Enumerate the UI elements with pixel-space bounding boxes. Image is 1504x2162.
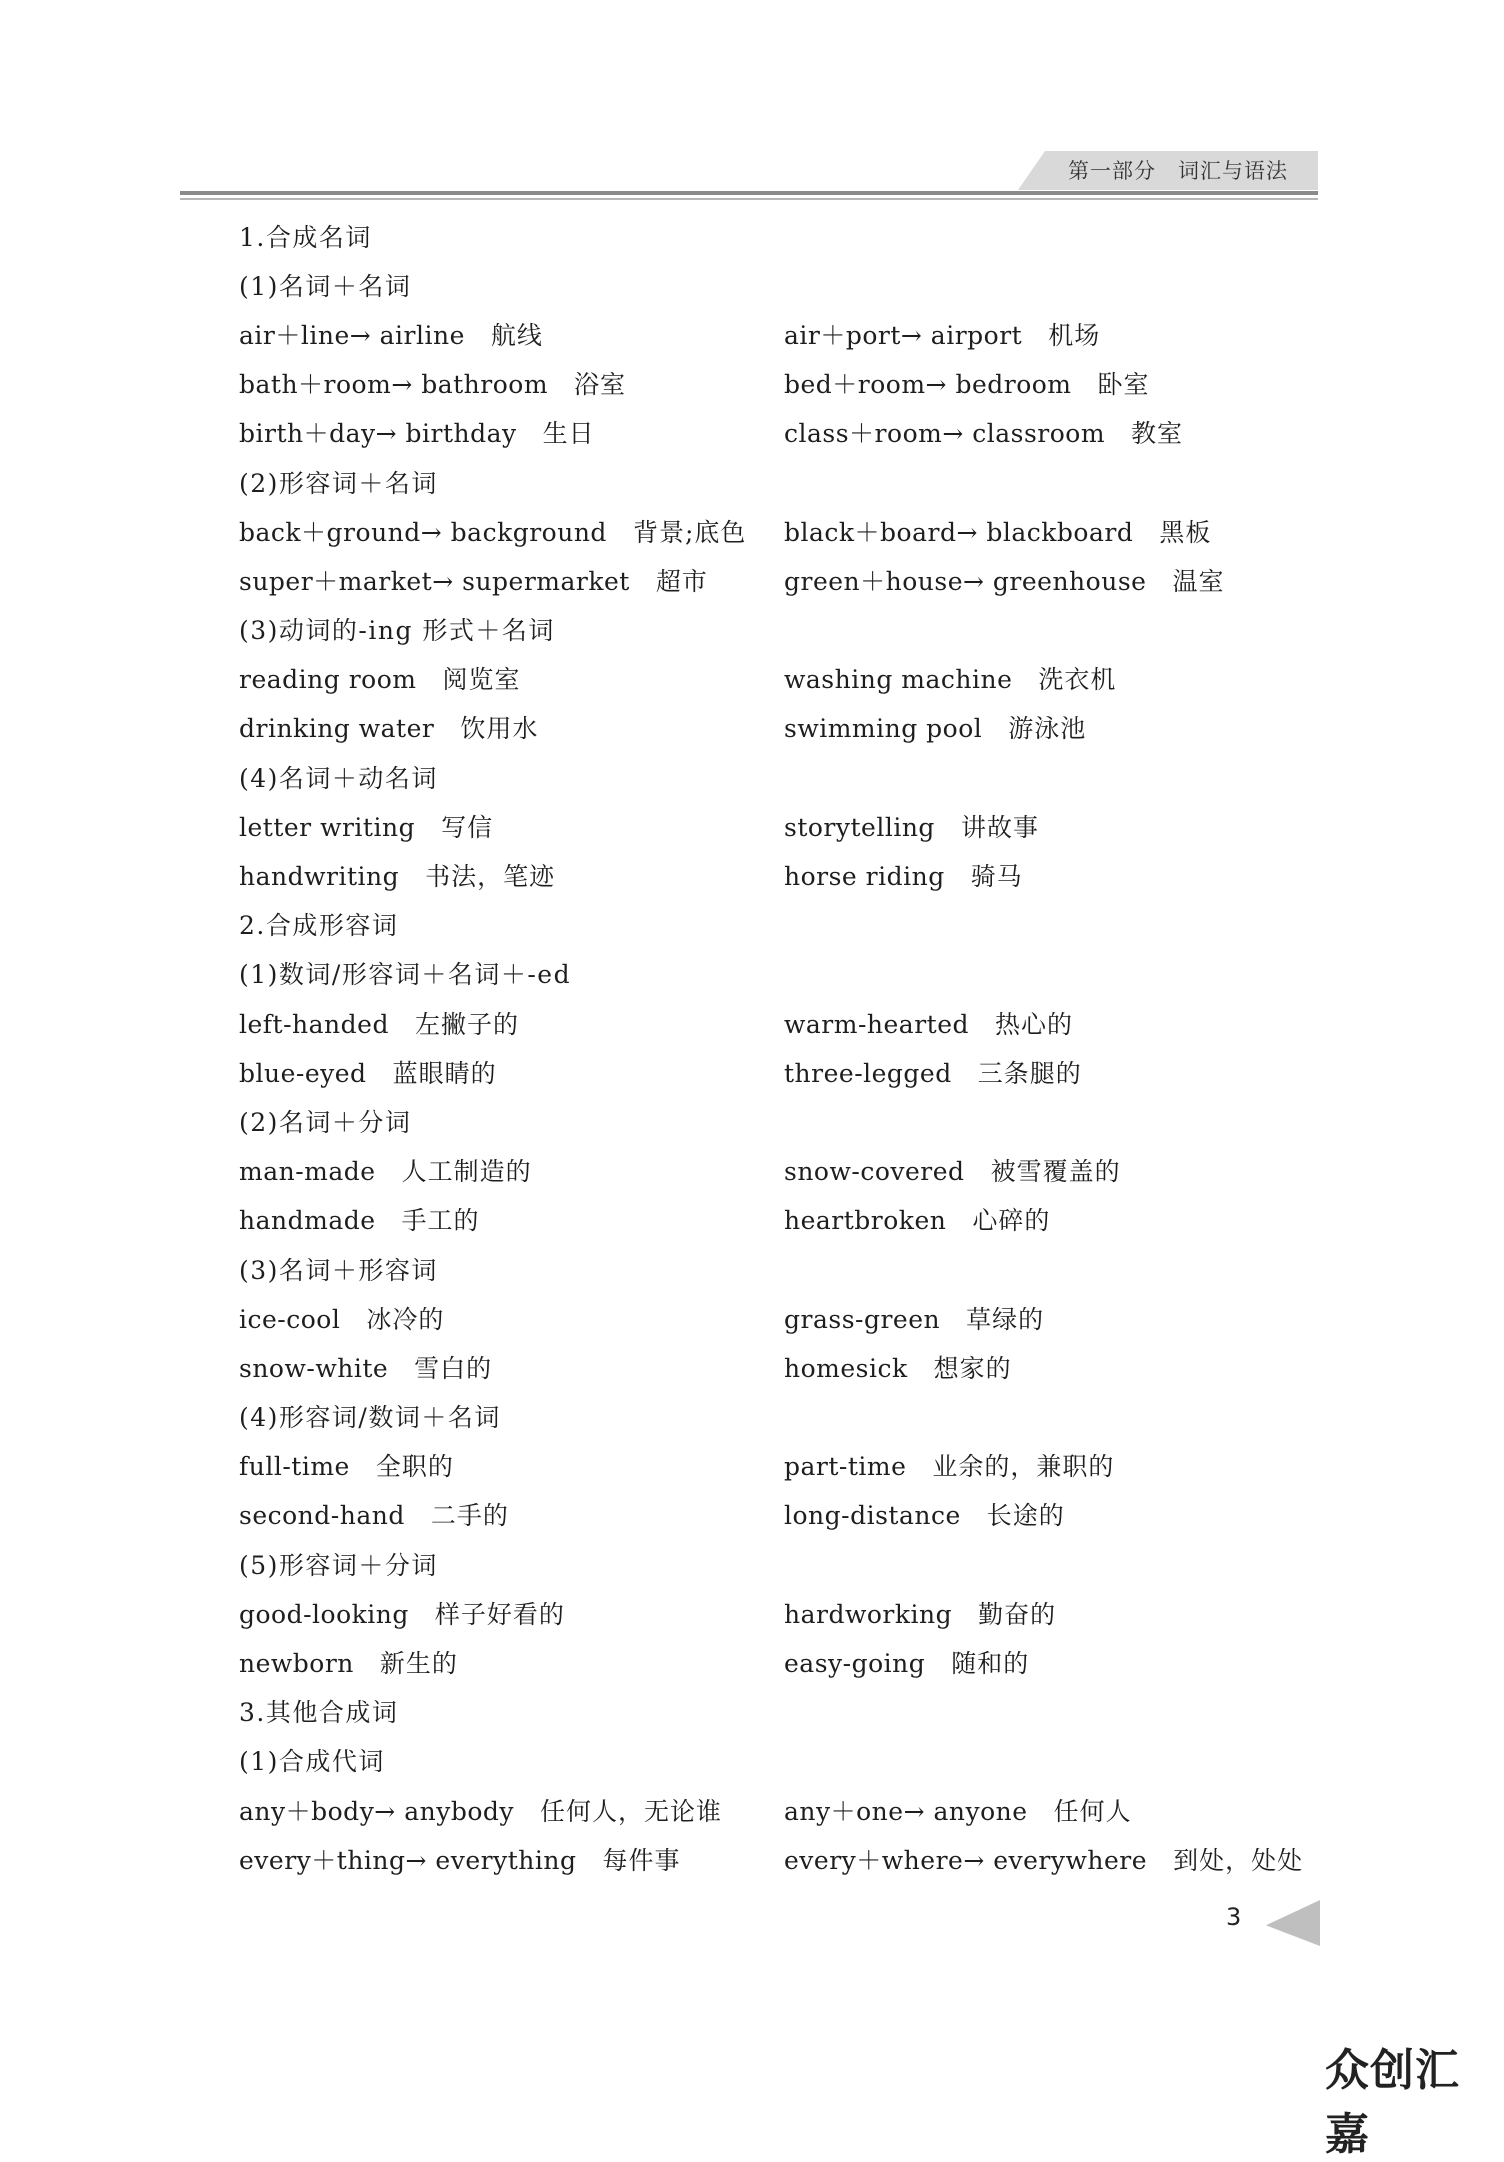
entry-row — [239, 803, 1329, 852]
vocab-chinese: 超市 — [655, 566, 708, 596]
vocab-english: birth＋day→ birthday — [239, 419, 517, 449]
entry-row — [239, 1836, 1329, 1885]
vocab-english: full-time — [239, 1452, 350, 1482]
vocab-entry — [784, 862, 1329, 892]
entry-row — [239, 410, 1329, 459]
vocab-english: hardworking — [784, 1599, 953, 1629]
vocab-entry — [239, 1600, 784, 1630]
vocab-entry — [239, 1452, 784, 1482]
vocab-entry — [239, 665, 784, 695]
vocab-english: any＋one→ anyone — [784, 1796, 1028, 1826]
entry-row — [239, 557, 1329, 606]
vocab-english: easy-going — [784, 1649, 926, 1679]
vocab-english: horse riding — [784, 862, 945, 892]
vocab-english: handmade — [239, 1206, 376, 1236]
vocab-english: ice-cool — [239, 1304, 341, 1334]
section-heading: 2.合成形容词 — [239, 911, 399, 941]
vocab-entry — [239, 714, 784, 744]
vocab-chinese: 洗衣机 — [1038, 665, 1117, 695]
vocab-entry — [239, 321, 784, 351]
vocab-english: snow-covered — [784, 1157, 965, 1187]
vocab-entry — [239, 370, 784, 400]
vocab-chinese: 蓝眼睛的 — [392, 1058, 497, 1088]
vocab-english: second-hand — [239, 1501, 405, 1531]
entry-row — [239, 508, 1329, 557]
vocab-chinese: 冰冷的 — [366, 1304, 445, 1334]
vocab-entry — [784, 1649, 1329, 1679]
vocab-chinese: 航线 — [490, 320, 543, 350]
vocabulary-list — [239, 213, 1329, 1885]
section-heading: (1)合成代词 — [239, 1747, 385, 1777]
vocab-chinese: 被雪覆盖的 — [990, 1157, 1121, 1187]
entry-row — [239, 1590, 1329, 1639]
vocab-chinese: 任何人 — [1053, 1796, 1132, 1826]
vocab-entry — [239, 518, 784, 548]
vocab-entry — [784, 419, 1329, 449]
entry-row — [239, 656, 1329, 705]
vocab-entry — [784, 1846, 1329, 1876]
vocab-entry — [239, 813, 784, 843]
entry-row — [239, 705, 1329, 754]
vocab-chinese: 阅览室 — [442, 665, 521, 695]
vocab-entry — [239, 1157, 784, 1187]
vocab-english: good-looking — [239, 1599, 409, 1629]
vocab-chinese: 背景;底色 — [632, 517, 747, 547]
vocab-entry — [784, 665, 1329, 695]
vocab-entry — [239, 567, 784, 597]
vocab-chinese: 骑马 — [970, 862, 1023, 892]
vocab-chinese: 任何人，无论谁 — [540, 1796, 723, 1826]
vocab-chinese: 样子好看的 — [434, 1599, 565, 1629]
vocab-chinese: 游泳池 — [1008, 714, 1087, 744]
entry-row — [239, 1787, 1329, 1836]
vocab-entry — [784, 321, 1329, 351]
vocab-entry — [239, 1059, 784, 1089]
vocab-entry — [784, 1206, 1329, 1236]
vocab-chinese: 长途的 — [986, 1501, 1065, 1531]
vocab-english: bath＋room→ bathroom — [239, 370, 549, 400]
vocab-english: class＋room→ classroom — [784, 419, 1106, 449]
vocab-chinese: 全职的 — [375, 1452, 454, 1482]
vocab-chinese: 雪白的 — [414, 1353, 493, 1383]
vocab-english: storytelling — [784, 812, 935, 842]
vocab-entry — [784, 714, 1329, 744]
vocab-chinese: 机场 — [1048, 320, 1101, 350]
vocab-entry — [239, 1206, 784, 1236]
vocab-chinese: 左撇子的 — [414, 1009, 519, 1039]
vocab-entry — [784, 1305, 1329, 1335]
page-arrow-icon — [1266, 1900, 1320, 1946]
header-rule — [180, 191, 1318, 195]
vocab-english: heartbroken — [784, 1206, 947, 1236]
vocab-english: swimming pool — [784, 714, 983, 744]
vocab-entry — [239, 1649, 784, 1679]
vocab-english: handwriting — [239, 862, 400, 892]
vocab-entry — [784, 1059, 1329, 1089]
vocab-entry — [784, 1452, 1329, 1482]
vocab-chinese: 新生的 — [379, 1649, 458, 1679]
vocab-entry — [239, 1305, 784, 1335]
vocab-entry — [239, 862, 784, 892]
vocab-english: letter writing — [239, 812, 416, 842]
vocab-english: long-distance — [784, 1501, 961, 1531]
vocab-english: warm-hearted — [784, 1009, 970, 1039]
vocab-chinese: 温室 — [1172, 566, 1225, 596]
section-heading: (3)动词的-ing 形式＋名词 — [239, 616, 555, 646]
vocab-english: grass-green — [784, 1304, 941, 1334]
vocab-chinese: 二手的 — [430, 1501, 509, 1531]
entry-row — [239, 1639, 1329, 1688]
vocab-english: left-handed — [239, 1009, 389, 1039]
vocab-chinese: 写信 — [441, 812, 494, 842]
vocab-entry — [239, 1846, 784, 1876]
vocab-english: any＋body→ anybody — [239, 1796, 515, 1826]
page-number: 3 — [1226, 1903, 1242, 1931]
vocab-entry — [239, 419, 784, 449]
header-rule-thin — [180, 198, 1318, 200]
vocab-english: homesick — [784, 1353, 908, 1383]
section-heading: (4)形容词/数词＋名词 — [239, 1403, 501, 1433]
vocab-entry — [784, 370, 1329, 400]
vocab-entry — [239, 1797, 784, 1827]
watermark-logo: 众创汇嘉 — [1325, 2045, 1460, 2160]
entry-row — [239, 1492, 1329, 1541]
vocab-english: super＋market→ supermarket — [239, 566, 630, 596]
entry-row — [239, 1295, 1329, 1344]
vocab-entry — [784, 1600, 1329, 1630]
vocab-chinese: 浴室 — [574, 370, 627, 400]
entry-row — [239, 1344, 1329, 1393]
vocab-english: back＋ground→ background — [239, 517, 607, 547]
vocab-chinese: 随和的 — [951, 1649, 1030, 1679]
section-heading: (1)名词＋名词 — [239, 271, 412, 301]
entry-row — [239, 1443, 1329, 1492]
vocab-english: air＋port→ airport — [784, 320, 1023, 350]
vocab-entry — [784, 1501, 1329, 1531]
vocab-english: drinking water — [239, 714, 435, 744]
vocab-english: washing machine — [784, 665, 1013, 695]
entry-row — [239, 361, 1329, 410]
vocab-english: bed＋room→ bedroom — [784, 370, 1072, 400]
section-heading: (5)形容词＋分词 — [239, 1550, 438, 1580]
vocab-chinese: 三条腿的 — [977, 1058, 1082, 1088]
vocab-chinese: 到处，处处 — [1173, 1845, 1304, 1875]
section-heading: (1)数词/形容词＋名词＋-ed — [239, 960, 572, 990]
vocab-english: every＋thing→ everything — [239, 1845, 577, 1875]
vocab-chinese: 心碎的 — [972, 1206, 1051, 1236]
vocab-english: air＋line→ airline — [239, 320, 465, 350]
section-heading: 1.合成名词 — [239, 222, 372, 252]
vocab-chinese: 勤奋的 — [978, 1599, 1057, 1629]
vocab-entry — [239, 1354, 784, 1384]
entry-row — [239, 852, 1329, 901]
vocab-english: every＋where→ everywhere — [784, 1845, 1148, 1875]
vocab-chinese: 饮用水 — [460, 714, 539, 744]
section-heading: 3.其他合成词 — [239, 1698, 399, 1728]
vocab-english: man-made — [239, 1157, 376, 1187]
vocab-entry — [784, 1157, 1329, 1187]
vocab-chinese: 业余的，兼职的 — [932, 1452, 1115, 1482]
vocab-entry — [784, 567, 1329, 597]
vocab-english: part-time — [784, 1452, 907, 1482]
entry-row — [239, 311, 1329, 360]
vocab-english: blue-eyed — [239, 1058, 367, 1088]
vocab-entry — [784, 1010, 1329, 1040]
section-heading: (2)形容词＋名词 — [239, 468, 438, 498]
vocab-chinese: 手工的 — [401, 1206, 480, 1236]
vocab-chinese: 想家的 — [933, 1353, 1012, 1383]
entry-row — [239, 1148, 1329, 1197]
vocab-entry — [784, 518, 1329, 548]
section-heading: (4)名词＋动名词 — [239, 763, 438, 793]
vocab-chinese: 教室 — [1131, 419, 1184, 449]
vocab-english: three-legged — [784, 1058, 952, 1088]
vocab-chinese: 人工制造的 — [401, 1157, 532, 1187]
vocab-entry — [784, 1354, 1329, 1384]
vocab-chinese: 卧室 — [1097, 370, 1150, 400]
vocab-chinese: 书法，笔迹 — [425, 862, 556, 892]
vocab-english: green＋house→ greenhouse — [784, 566, 1147, 596]
section-header-text: 第一部分 词汇与语法 — [1068, 159, 1288, 183]
entry-row — [239, 1197, 1329, 1246]
section-heading: (3)名词＋形容词 — [239, 1255, 438, 1285]
vocab-chinese: 生日 — [542, 419, 595, 449]
vocab-entry — [784, 1797, 1329, 1827]
vocab-chinese: 热心的 — [995, 1009, 1074, 1039]
entry-row — [239, 1049, 1329, 1098]
vocab-english: snow-white — [239, 1353, 389, 1383]
section-heading: (2)名词＋分词 — [239, 1107, 412, 1137]
vocab-chinese: 每件事 — [602, 1845, 681, 1875]
vocab-english: reading room — [239, 665, 417, 695]
entry-row — [239, 1000, 1329, 1049]
vocab-chinese: 黑板 — [1159, 517, 1212, 547]
vocab-entry — [239, 1010, 784, 1040]
vocab-english: black＋board→ blackboard — [784, 517, 1134, 547]
vocab-entry — [784, 813, 1329, 843]
vocab-entry — [239, 1501, 784, 1531]
vocab-chinese: 草绿的 — [966, 1304, 1045, 1334]
vocab-chinese: 讲故事 — [960, 812, 1039, 842]
vocab-english: newborn — [239, 1649, 354, 1679]
